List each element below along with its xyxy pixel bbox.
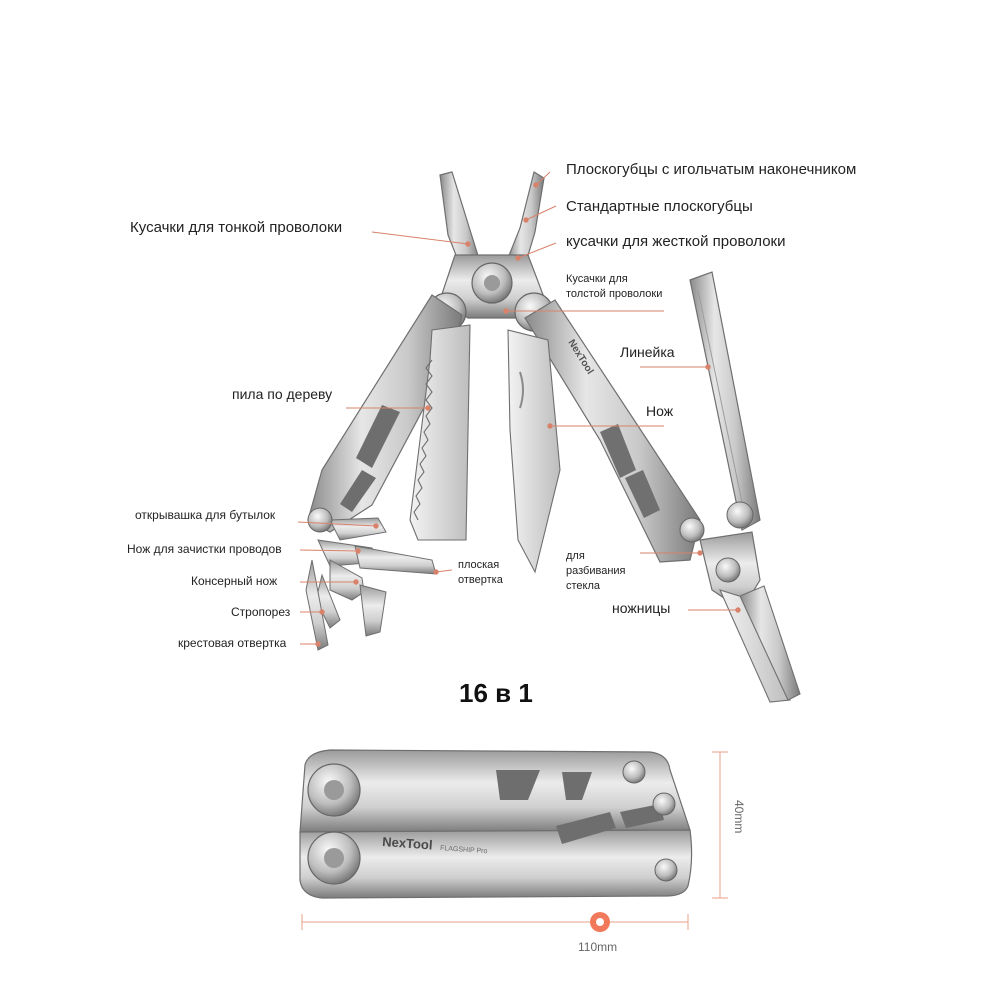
width-dimension-marker-center [596, 918, 604, 926]
folded-multitool [300, 750, 692, 898]
label-standard-pliers: Стандартные плоскогубцы [566, 198, 753, 215]
label-ruler: Линейка [620, 344, 675, 360]
left-handle-bolt-bottom [308, 508, 332, 532]
can-opener-tool [330, 560, 364, 600]
open-multitool [306, 172, 800, 702]
label-scissors: ножницы [612, 600, 671, 616]
bottle-opener-tool [330, 518, 386, 540]
folded-bolt-upper-left-center [324, 780, 344, 800]
folded-bolt-upper-right [623, 761, 645, 783]
flat-screwdriver-tool [355, 546, 436, 574]
label-thick-wire-cutter-line2: толстой проволоки [566, 288, 663, 300]
pliers-pivot-center [484, 275, 500, 291]
open-handle-brand: NexTool [565, 337, 596, 377]
folded-bolt-mid-right [653, 793, 675, 815]
label-bottle-opener: открывашка для бутылок [135, 508, 276, 522]
label-thin-wire-cutter: Кусачки для тонкой проволоки [130, 219, 343, 236]
label-knife: Нож [646, 403, 674, 419]
label-thick-wire-cutter [566, 272, 662, 302]
scissors-pivot [716, 558, 740, 582]
label-flat-screwdriver-line1: плоская [458, 559, 500, 571]
label-phillips-screwdriver: крестовая отвертка [178, 636, 287, 650]
knife-blade [508, 330, 560, 572]
product-title: 16 в 1 [459, 678, 533, 708]
glass-breaker-tool [360, 585, 386, 636]
label-flat-screwdriver [458, 558, 503, 588]
label-can-opener: Консерный нож [191, 574, 278, 588]
label-thick-wire-cutter-line1: Кусачки для [566, 273, 628, 285]
height-dimension-label: 40mm [732, 800, 746, 834]
ruler-arm [690, 272, 760, 530]
label-line-cutter: Стропорез [231, 605, 291, 619]
width-dimension-label: 110mm [578, 940, 618, 954]
label-flat-screwdriver-line2: отвертка [458, 574, 503, 586]
folded-model-name: FLAGSHIP Pro [439, 845, 488, 856]
label-needle-nose-pliers: Плоскогубцы с игольчатым наконечником [566, 161, 857, 178]
label-wood-saw: пила по дереву [232, 386, 333, 402]
label-wire-stripper: Нож для зачистки проводов [127, 542, 282, 556]
label-glass-breaker [566, 549, 626, 594]
label-glass-breaker-line1: для [566, 550, 585, 562]
folded-bolt-lower-left-center [324, 848, 344, 868]
label-glass-breaker-line3: стекла [566, 580, 601, 592]
folded-brand-name: NexTool [381, 834, 434, 853]
label-hard-wire-cutter: кусачки для жесткой проволоки [566, 233, 786, 250]
right-handle-bolt-bottom [680, 518, 704, 542]
ruler-pivot [727, 502, 753, 528]
label-glass-breaker-line2: разбивания [566, 565, 626, 577]
folded-bolt-lower-right [655, 859, 677, 881]
